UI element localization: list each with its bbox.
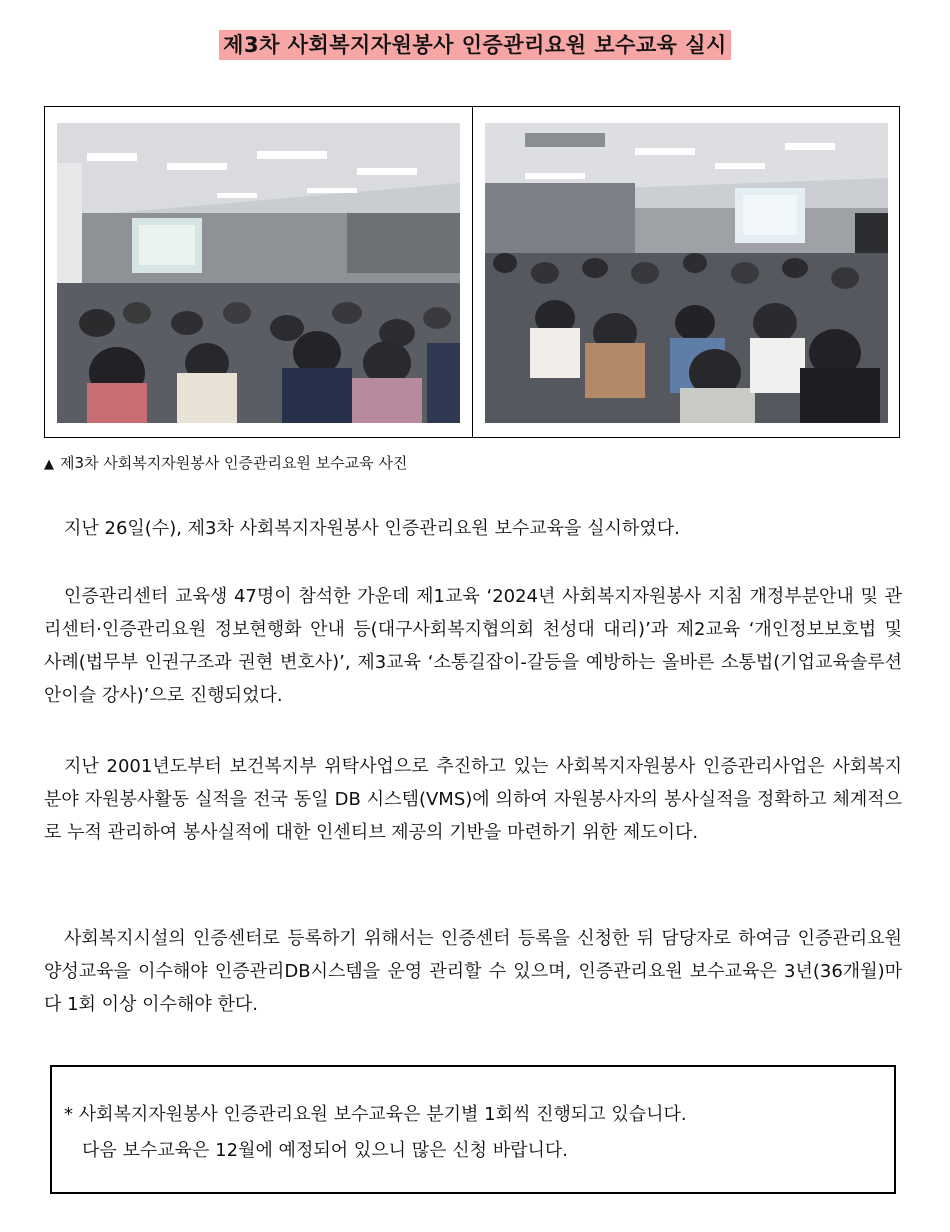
paragraph-1: 지난 26일(수), 제3차 사회복지자원봉사 인증관리요원 보수교육을 실시하였다. (64, 518, 680, 539)
notice-line-2: 다음 보수교육은 12월에 예정되어 있으니 많은 신청 바랍니다. (82, 1140, 568, 1161)
notice-line-1: * 사회복지자원봉사 인증관리요원 보수교육은 분기별 1회씩 진행되고 있습니다. (64, 1104, 687, 1125)
page-title: 제3차 사회복지자원봉사 인증관리요원 보수교육 실시 (219, 30, 731, 60)
photo-caption (44, 453, 407, 475)
triangle-marker-icon: ▲ (44, 457, 54, 472)
paragraph-3: 지난 2001년도부터 보건복지부 위탁사업으로 추진하고 있는 사회복지자원봉사 인증관리사업은 사회복지분야 자원봉사활동 실적을 전국 동일 DB 시스템(VMS)에 의하여 자원봉사자의 봉사실적을 정확하고 체계적으로 누적 관리하여 봉사실적에 대한 인센티브 제공의 기반을 마련하기 위한 제도이다. (44, 756, 902, 843)
education-photo-right (485, 123, 888, 423)
caption-text: 제3차 사회복지자원봉사 인증관리요원 보수교육 사진 (60, 454, 408, 472)
title-container (0, 30, 950, 60)
notice-box (50, 1065, 896, 1194)
classroom-photo-right-image (485, 123, 888, 423)
paragraph-4: 사회복지시설의 인증센터로 등록하기 위해서는 인증센터 등록을 신청한 뒤 담당자로 하여금 인증관리요원 양성교육을 이수해야 인증관리DB시스템을 운영 관리할 수 있으며, 인증관리요원 보수교육은 3년(36개월)마다 1회 이상 이수해야 한다. (44, 928, 902, 1015)
classroom-photo-left-image (57, 123, 460, 423)
paragraph-2: 인증관리센터 교육생 47명이 참석한 가운데 제1교육 ‘2024년 사회복지자원봉사 지침 개정부분안내 및 관리센터·인증관리요원 정보현행화 안내 등(대구사회복지협의회 천성대 대리)’과 제2교육 ‘개인정보보호법 및 사례(법무부 인권구조과 권현 변호사)’, 제3교육 ‘소통길잡이-갈등을 예방하는 올바른 소통법(기업교육솔루션 안이슬 강사)’으로 진행되었다. (44, 586, 903, 706)
education-photo-left (57, 123, 460, 423)
photo-divider (472, 107, 473, 437)
photo-table (44, 106, 900, 438)
